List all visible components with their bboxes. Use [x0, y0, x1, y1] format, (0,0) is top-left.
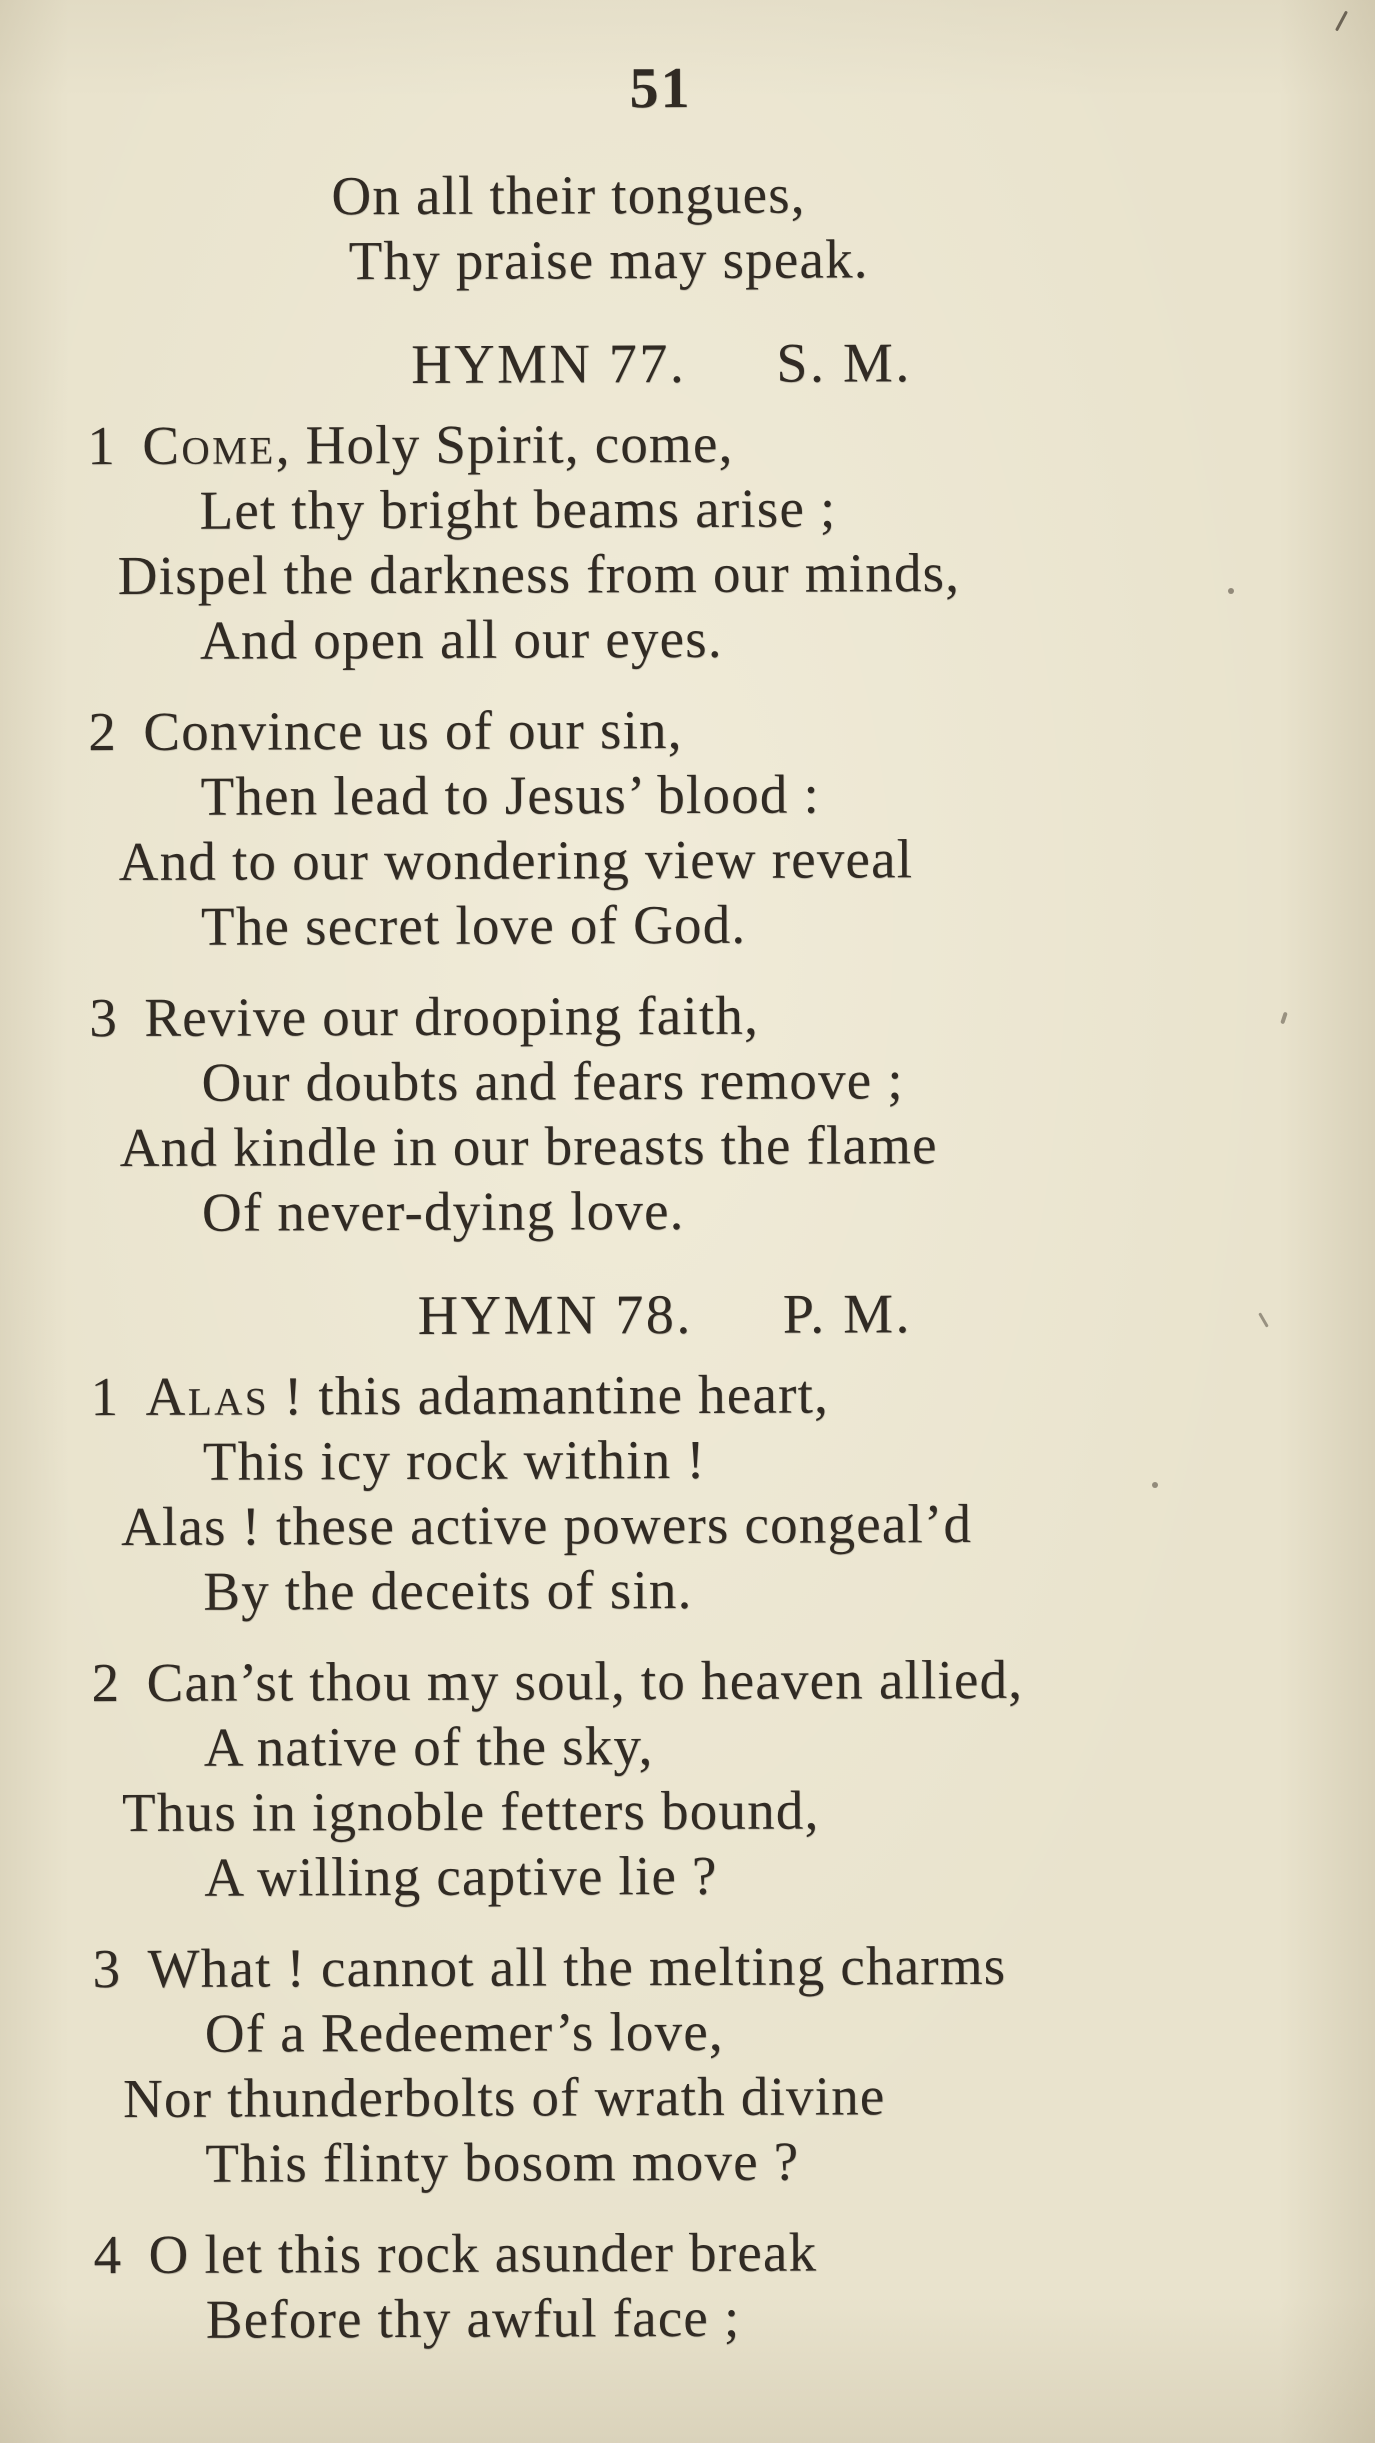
verse-line: Alas ! these active powers congeal’d — [120, 1493, 973, 1557]
verse-number: 2 — [91, 1651, 121, 1714]
verse-line: Thus in ignoble fetters bound, — [121, 1779, 820, 1843]
verse-line: The secret love of God. — [200, 893, 747, 957]
verse-number: 3 — [92, 1937, 122, 2000]
verse-line: Let thy bright beams arise ; — [199, 477, 837, 541]
verse-line: Nor thunderbolts of wrath divine — [122, 2065, 886, 2129]
hymn-meter: P. M. — [782, 1283, 913, 1346]
verse-line: Before thy awful face ; — [205, 2286, 741, 2350]
verse-line: What ! cannot all the melting charms — [147, 1934, 1007, 1999]
verse-line-text: ! this adamantine heart, — [268, 1363, 830, 1427]
verse-line — [87, 409, 1272, 478]
page-number: 51 — [629, 54, 692, 121]
hymn-78-verse-3 — [92, 1932, 1278, 2196]
verse-line: Of never-dying love. — [201, 1180, 685, 1243]
verse-number: 4 — [93, 2223, 123, 2286]
hymn-meter: S. M. — [776, 332, 912, 395]
verse-line: A native of the sky, — [203, 1715, 654, 1778]
verse-number: 1 — [87, 414, 117, 477]
verse-line-text: , Holy Spirit, come, — [275, 412, 734, 476]
verse-line: This icy rock within ! — [202, 1428, 706, 1492]
verse-line: Dispel the darkness from our minds, — [117, 542, 961, 606]
verse-line: Revive our drooping faith, — [144, 984, 760, 1048]
verse-line: A willing captive lie ? — [204, 1844, 718, 1908]
carryover-stanza — [86, 160, 1271, 294]
hymn-title: HYMN 78. — [417, 1283, 693, 1347]
verse-number: 2 — [88, 700, 118, 763]
verse-line: Convince us of our sin, — [143, 699, 683, 762]
verse-line: Of a Redeemer’s love, — [204, 2000, 724, 2064]
hymn-77-verse-3 — [89, 981, 1275, 1245]
verse-line: Thy praise may speak. — [348, 228, 869, 292]
verse-number: 1 — [90, 1365, 120, 1428]
verse-line: And to our wondering view reveal — [118, 828, 914, 892]
hymn-77-verse-1 — [87, 409, 1273, 673]
verse-lead-word: Come — [142, 414, 276, 476]
hymn-77-verse-2 — [88, 695, 1274, 959]
verse-line: And kindle in our breasts the flame — [119, 1114, 938, 1178]
verse-line — [90, 1360, 1275, 1429]
verse-line: Can’st thou my soul, to heaven allied, — [146, 1648, 1024, 1713]
hymn-78-heading — [72, 1281, 1257, 1350]
hymn-title: HYMN 77. — [411, 332, 687, 396]
hymn-78-verse-4 — [93, 2218, 1278, 2352]
hymn-77-heading — [69, 330, 1254, 399]
verse-line: By the deceits of sin. — [203, 1558, 693, 1622]
verse-line: And open all our eyes. — [199, 607, 723, 671]
hymn-78-verse-2 — [91, 1646, 1277, 1910]
verse-line: On all their tongues, — [331, 163, 806, 227]
verse-number: 3 — [89, 986, 119, 1049]
verse-line: This flinty bosom move ? — [205, 2130, 800, 2194]
verse-line: O let this rock asunder break — [148, 2221, 818, 2285]
hymn-78-verse-1 — [90, 1360, 1276, 1624]
verse-lead-word: Alas — [145, 1365, 270, 1427]
verse-line: Our doubts and fears remove ; — [201, 1049, 904, 1113]
verse-line: Then lead to Jesus’ blood : — [200, 763, 821, 827]
